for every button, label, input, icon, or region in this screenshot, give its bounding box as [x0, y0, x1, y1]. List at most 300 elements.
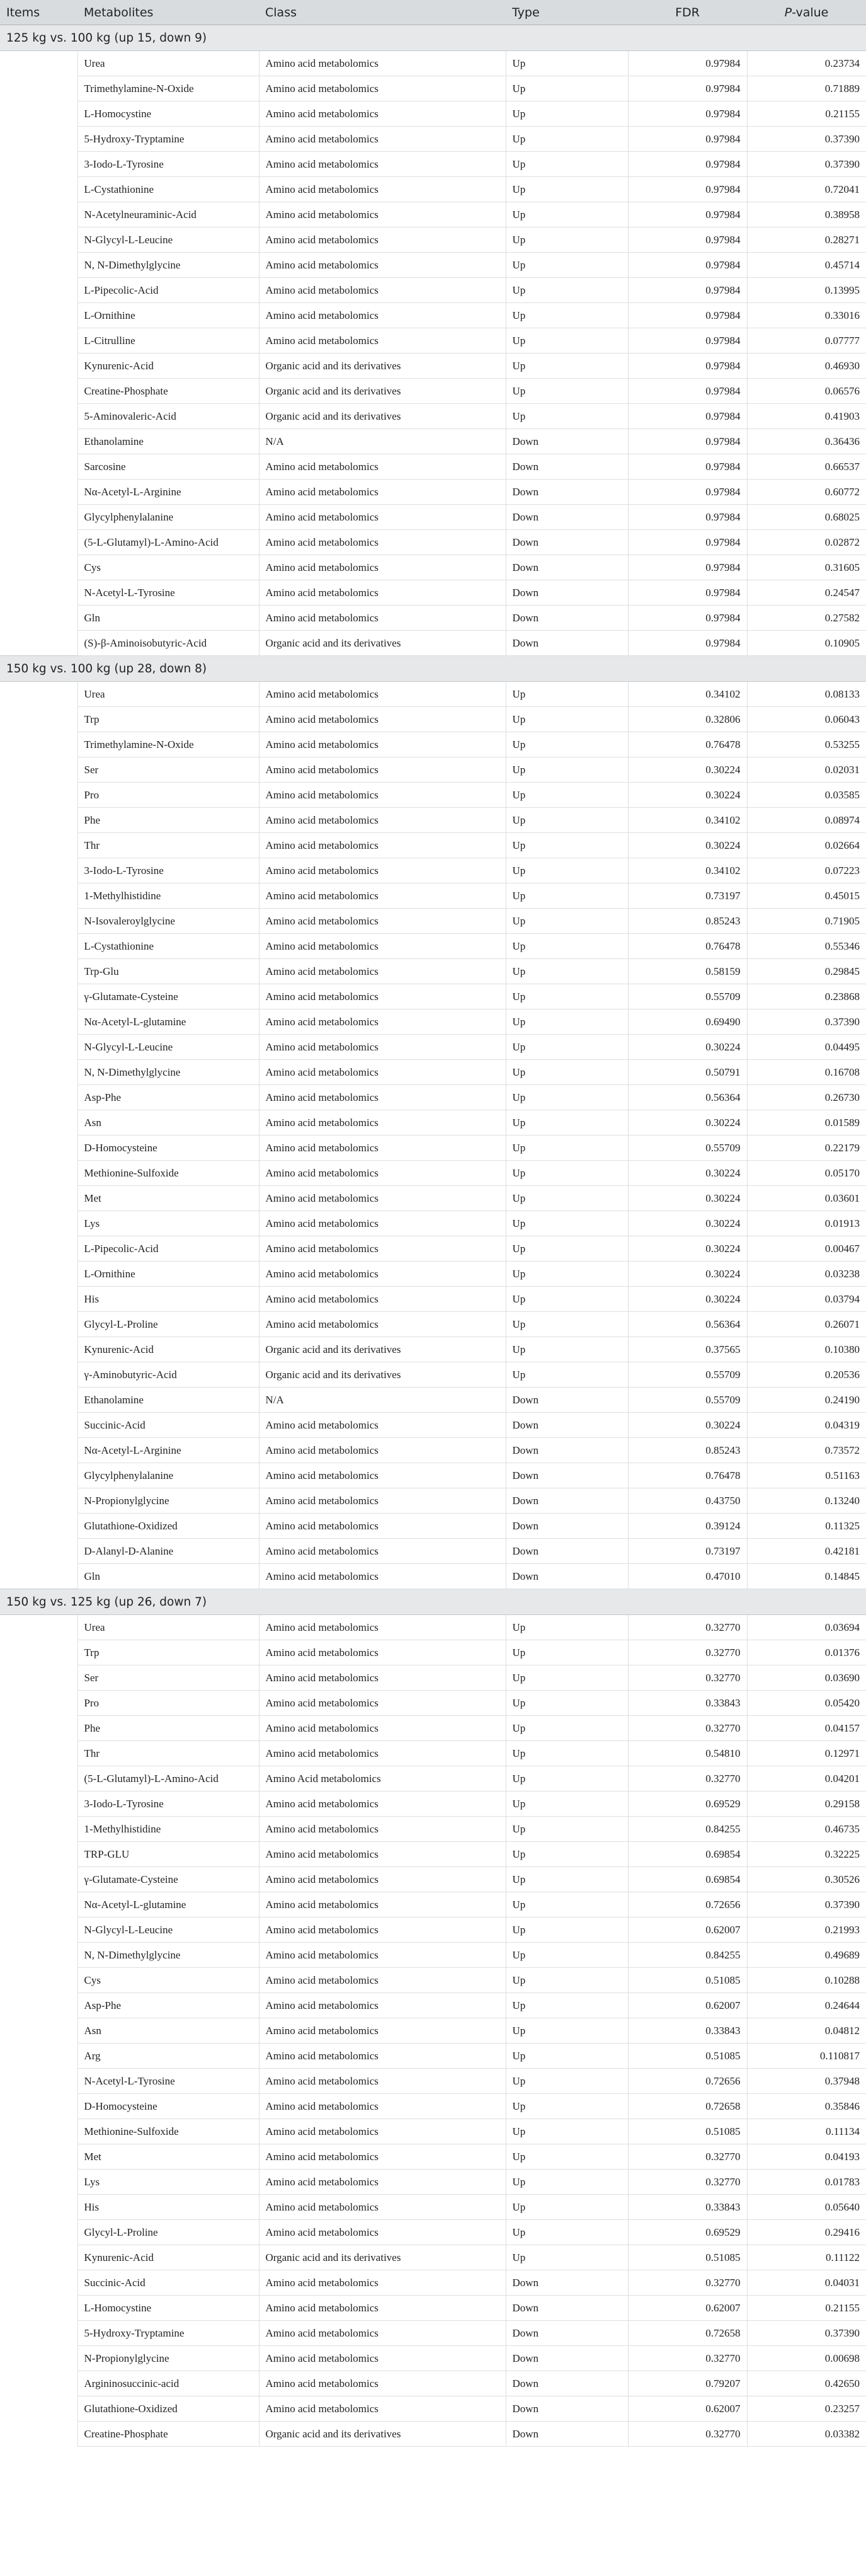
metabolite-cell: L-Homocystine	[77, 101, 259, 127]
table-row	[0, 808, 866, 833]
class-cell: Amino acid metabolomics	[259, 1438, 506, 1463]
fdr-cell: 0.72656	[628, 1892, 747, 1918]
table-row	[0, 253, 866, 278]
type-cell: Up	[506, 1615, 628, 1640]
fdr-cell: 0.58159	[628, 959, 747, 984]
type-cell: Up	[506, 127, 628, 152]
header-class: Class	[259, 0, 506, 25]
items-cell	[0, 2422, 77, 2447]
fdr-cell: 0.97984	[628, 530, 747, 555]
items-cell	[0, 1716, 77, 1741]
fdr-cell: 0.32770	[628, 1640, 747, 1665]
table-row	[0, 934, 866, 959]
pvalue-cell: 0.29416	[747, 2220, 866, 2245]
type-cell: Up	[506, 354, 628, 379]
pvalue-cell: 0.45015	[747, 883, 866, 909]
pvalue-cell: 0.55346	[747, 934, 866, 959]
table-row	[0, 1085, 866, 1110]
fdr-cell: 0.32770	[628, 1716, 747, 1741]
class-cell: Amino acid metabolomics	[259, 1564, 506, 1589]
pvalue-cell: 0.04812	[747, 2018, 866, 2044]
type-cell: Up	[506, 1035, 628, 1060]
type-cell: Down	[506, 1463, 628, 1488]
metabolite-cell: Ser	[77, 1665, 259, 1691]
metabolite-cell: N, N-Dimethylglycine	[77, 1060, 259, 1085]
type-cell: Up	[506, 1791, 628, 1817]
items-cell	[0, 1262, 77, 1287]
pvalue-cell: 0.42181	[747, 1539, 866, 1564]
class-cell: Amino acid metabolomics	[259, 682, 506, 707]
pvalue-cell: 0.27582	[747, 606, 866, 631]
class-cell: Amino acid metabolomics	[259, 1085, 506, 1110]
fdr-cell: 0.97984	[628, 429, 747, 454]
class-cell: Organic acid and its derivatives	[259, 2245, 506, 2270]
items-cell	[0, 505, 77, 530]
fdr-cell: 0.30224	[628, 1413, 747, 1438]
table-row	[0, 732, 866, 757]
type-cell: Up	[506, 1716, 628, 1741]
pvalue-cell: 0.37948	[747, 2069, 866, 2094]
items-cell	[0, 1766, 77, 1791]
fdr-cell: 0.55709	[628, 1388, 747, 1413]
metabolite-cell: N-Glycyl-L-Leucine	[77, 1035, 259, 1060]
table-row	[0, 2396, 866, 2422]
type-cell: Up	[506, 934, 628, 959]
pvalue-cell: 0.01913	[747, 1211, 866, 1236]
metabolite-cell: Creatine-Phosphate	[77, 2422, 259, 2447]
fdr-cell: 0.54810	[628, 1741, 747, 1766]
table-row	[0, 429, 866, 454]
fdr-cell: 0.30224	[628, 1287, 747, 1312]
class-cell: Amino acid metabolomics	[259, 202, 506, 227]
type-cell: Down	[506, 1413, 628, 1438]
fdr-cell: 0.30224	[628, 1236, 747, 1262]
table-row	[0, 1968, 866, 1993]
type-cell: Up	[506, 732, 628, 757]
fdr-cell: 0.85243	[628, 1438, 747, 1463]
class-cell: Amino acid metabolomics	[259, 1918, 506, 1943]
class-cell: Amino acid metabolomics	[259, 1665, 506, 1691]
class-cell: Amino acid metabolomics	[259, 76, 506, 101]
pvalue-cell: 0.30526	[747, 1867, 866, 1892]
metabolite-cell: TRP-GLU	[77, 1842, 259, 1867]
items-cell	[0, 1312, 77, 1337]
items-cell	[0, 177, 77, 202]
class-cell: Amino acid metabolomics	[259, 732, 506, 757]
type-cell: Up	[506, 227, 628, 253]
table-row	[0, 1766, 866, 1791]
header-metabolites: Metabolites	[77, 0, 259, 25]
metabolite-cell: N-Propionylglycine	[77, 2346, 259, 2371]
class-cell: Amino acid metabolomics	[259, 1691, 506, 1716]
type-cell: Up	[506, 51, 628, 76]
metabolite-cell: Lys	[77, 2170, 259, 2195]
table-row	[0, 76, 866, 101]
class-cell: Amino acid metabolomics	[259, 1514, 506, 1539]
metabolite-cell: Glutathione-Oxidized	[77, 2396, 259, 2422]
pvalue-cell: 0.03690	[747, 1665, 866, 1691]
metabolite-cell: Urea	[77, 51, 259, 76]
metabolite-cell: L-Ornithine	[77, 1262, 259, 1287]
fdr-cell: 0.97984	[628, 202, 747, 227]
type-cell: Up	[506, 1009, 628, 1035]
class-cell: Amino acid metabolomics	[259, 530, 506, 555]
group-title: 125 kg vs. 100 kg (up 15, down 9)	[0, 25, 866, 51]
items-cell	[0, 1136, 77, 1161]
class-cell: Amino acid metabolomics	[259, 808, 506, 833]
type-cell: Up	[506, 707, 628, 732]
items-cell	[0, 858, 77, 883]
class-cell: Amino acid metabolomics	[259, 2195, 506, 2220]
items-cell	[0, 1539, 77, 1564]
items-cell	[0, 1110, 77, 1136]
table-row	[0, 1615, 866, 1640]
fdr-cell: 0.34102	[628, 858, 747, 883]
table-row	[0, 2069, 866, 2094]
header-pvalue-italic: P	[784, 5, 792, 20]
items-cell	[0, 1741, 77, 1766]
fdr-cell: 0.30224	[628, 1035, 747, 1060]
pvalue-cell: 0.110817	[747, 2044, 866, 2069]
class-cell: Amino acid metabolomics	[259, 1943, 506, 1968]
pvalue-cell: 0.31605	[747, 555, 866, 580]
table-row	[0, 783, 866, 808]
fdr-cell: 0.37565	[628, 1337, 747, 1362]
metabolite-cell: N-Acetyl-L-Tyrosine	[77, 2069, 259, 2094]
type-cell: Down	[506, 480, 628, 505]
class-cell: Amino acid metabolomics	[259, 2170, 506, 2195]
items-cell	[0, 303, 77, 328]
metabolite-cell: 5-Hydroxy-Tryptamine	[77, 127, 259, 152]
header-pvalue-suffix: -value	[792, 5, 829, 20]
type-cell: Up	[506, 1640, 628, 1665]
items-cell	[0, 580, 77, 606]
items-cell	[0, 2396, 77, 2422]
items-cell	[0, 76, 77, 101]
class-cell: Amino acid metabolomics	[259, 606, 506, 631]
pvalue-cell: 0.20536	[747, 1362, 866, 1388]
table-row	[0, 833, 866, 858]
type-cell: Up	[506, 101, 628, 127]
metabolite-cell: L-Pipecolic-Acid	[77, 1236, 259, 1262]
type-cell: Up	[506, 404, 628, 429]
fdr-cell: 0.97984	[628, 606, 747, 631]
fdr-cell: 0.55709	[628, 1362, 747, 1388]
metabolite-cell: Glutathione-Oxidized	[77, 1514, 259, 1539]
items-cell	[0, 2170, 77, 2195]
table-row	[0, 278, 866, 303]
table-row	[0, 202, 866, 227]
table-row	[0, 631, 866, 656]
metabolite-cell: 5-Aminovaleric-Acid	[77, 404, 259, 429]
items-cell	[0, 732, 77, 757]
items-cell	[0, 354, 77, 379]
type-cell: Up	[506, 2245, 628, 2270]
metabolite-cell: Glycylphenylalanine	[77, 1463, 259, 1488]
fdr-cell: 0.30224	[628, 1262, 747, 1287]
pvalue-cell: 0.37390	[747, 1009, 866, 1035]
items-cell	[0, 959, 77, 984]
table-header-row	[0, 0, 866, 25]
items-cell	[0, 783, 77, 808]
type-cell: Up	[506, 303, 628, 328]
fdr-cell: 0.51085	[628, 1968, 747, 1993]
items-cell	[0, 833, 77, 858]
table-row	[0, 1488, 866, 1514]
class-cell: Amino acid metabolomics	[259, 934, 506, 959]
metabolite-cell: His	[77, 1287, 259, 1312]
pvalue-cell: 0.10905	[747, 631, 866, 656]
table-row	[0, 530, 866, 555]
metabolite-cell: D-Alanyl-D-Alanine	[77, 1539, 259, 1564]
table-row	[0, 1009, 866, 1035]
type-cell: Up	[506, 1993, 628, 2018]
table-row	[0, 883, 866, 909]
type-cell: Down	[506, 2371, 628, 2396]
class-cell: Amino acid metabolomics	[259, 303, 506, 328]
fdr-cell: 0.62007	[628, 1918, 747, 1943]
type-cell: Up	[506, 2018, 628, 2044]
table-row	[0, 2270, 866, 2296]
table-row	[0, 480, 866, 505]
pvalue-cell: 0.01783	[747, 2170, 866, 2195]
pvalue-cell: 0.04157	[747, 1716, 866, 1741]
type-cell: Down	[506, 2396, 628, 2422]
table-row	[0, 328, 866, 354]
pvalue-cell: 0.00698	[747, 2346, 866, 2371]
metabolite-cell: 5-Hydroxy-Tryptamine	[77, 2321, 259, 2346]
pvalue-cell: 0.29158	[747, 1791, 866, 1817]
pvalue-cell: 0.12971	[747, 1741, 866, 1766]
table-row	[0, 177, 866, 202]
metabolite-cell: L-Pipecolic-Acid	[77, 278, 259, 303]
fdr-cell: 0.34102	[628, 808, 747, 833]
pvalue-cell: 0.37390	[747, 1892, 866, 1918]
fdr-cell: 0.50791	[628, 1060, 747, 1085]
table-row	[0, 2170, 866, 2195]
class-cell: Amino acid metabolomics	[259, 1615, 506, 1640]
items-cell	[0, 682, 77, 707]
pvalue-cell: 0.42650	[747, 2371, 866, 2396]
pvalue-cell: 0.21993	[747, 1918, 866, 1943]
class-cell: N/A	[259, 429, 506, 454]
items-cell	[0, 2119, 77, 2144]
items-cell	[0, 1514, 77, 1539]
fdr-cell: 0.97984	[628, 404, 747, 429]
class-cell: Amino acid metabolomics	[259, 2094, 506, 2119]
pvalue-cell: 0.71889	[747, 76, 866, 101]
metabolite-cell: L-Ornithine	[77, 303, 259, 328]
type-cell: Up	[506, 1362, 628, 1388]
table-row	[0, 1413, 866, 1438]
pvalue-cell: 0.38958	[747, 202, 866, 227]
pvalue-cell: 0.72041	[747, 177, 866, 202]
pvalue-cell: 0.01376	[747, 1640, 866, 1665]
type-cell: Up	[506, 1665, 628, 1691]
table-row	[0, 909, 866, 934]
fdr-cell: 0.84255	[628, 1943, 747, 1968]
table-row	[0, 606, 866, 631]
metabolite-cell: Met	[77, 2144, 259, 2170]
metabolite-cell: Glycylphenylalanine	[77, 505, 259, 530]
fdr-cell: 0.97984	[628, 278, 747, 303]
class-cell: Amino acid metabolomics	[259, 328, 506, 354]
items-cell	[0, 127, 77, 152]
fdr-cell: 0.30224	[628, 783, 747, 808]
pvalue-cell: 0.04031	[747, 2270, 866, 2296]
pvalue-cell: 0.08974	[747, 808, 866, 833]
class-cell: Amino acid metabolomics	[259, 2018, 506, 2044]
class-cell: Organic acid and its derivatives	[259, 2422, 506, 2447]
class-cell: Amino acid metabolomics	[259, 1539, 506, 1564]
type-cell: Down	[506, 631, 628, 656]
class-cell: Amino acid metabolomics	[259, 1817, 506, 1842]
table-row	[0, 1943, 866, 1968]
fdr-cell: 0.32770	[628, 1766, 747, 1791]
metabolite-cell: Urea	[77, 682, 259, 707]
pvalue-cell: 0.29845	[747, 959, 866, 984]
metabolite-cell: L-Cystathionine	[77, 177, 259, 202]
type-cell: Up	[506, 2119, 628, 2144]
items-cell	[0, 1842, 77, 1867]
class-cell: Amino acid metabolomics	[259, 883, 506, 909]
type-cell: Up	[506, 1262, 628, 1287]
type-cell: Up	[506, 2195, 628, 2220]
type-cell: Up	[506, 959, 628, 984]
items-cell	[0, 1867, 77, 1892]
metabolite-cell: Trimethylamine-N-Oxide	[77, 76, 259, 101]
type-cell: Down	[506, 580, 628, 606]
metabolite-cell: Ethanolamine	[77, 1388, 259, 1413]
pvalue-cell: 0.22179	[747, 1136, 866, 1161]
metabolite-cell: Sarcosine	[77, 454, 259, 480]
items-cell	[0, 1060, 77, 1085]
fdr-cell: 0.97984	[628, 253, 747, 278]
fdr-cell: 0.72658	[628, 2094, 747, 2119]
table-row	[0, 1539, 866, 1564]
pvalue-cell: 0.03238	[747, 1262, 866, 1287]
type-cell: Up	[506, 2220, 628, 2245]
class-cell: Amino acid metabolomics	[259, 580, 506, 606]
header-type: Type	[506, 0, 628, 25]
fdr-cell: 0.30224	[628, 1110, 747, 1136]
class-cell: Amino acid metabolomics	[259, 2396, 506, 2422]
type-cell: Up	[506, 202, 628, 227]
metabolite-cell: 1-Methylhistidine	[77, 883, 259, 909]
fdr-cell: 0.33843	[628, 2018, 747, 2044]
table-row	[0, 379, 866, 404]
table-row	[0, 2195, 866, 2220]
pvalue-cell: 0.46735	[747, 1817, 866, 1842]
pvalue-cell: 0.24644	[747, 1993, 866, 2018]
type-cell: Up	[506, 1918, 628, 1943]
metabolite-cell: Nα-Acetyl-L-glutamine	[77, 1892, 259, 1918]
type-cell: Down	[506, 2321, 628, 2346]
metabolite-cell: N-Propionylglycine	[77, 1488, 259, 1514]
pvalue-cell: 0.32225	[747, 1842, 866, 1867]
fdr-cell: 0.32770	[628, 2144, 747, 2170]
class-cell: Amino acid metabolomics	[259, 1211, 506, 1236]
pvalue-cell: 0.03585	[747, 783, 866, 808]
table-row	[0, 682, 866, 707]
fdr-cell: 0.32806	[628, 707, 747, 732]
items-cell	[0, 253, 77, 278]
fdr-cell: 0.43750	[628, 1488, 747, 1514]
metabolite-cell: Arg	[77, 2044, 259, 2069]
table-row	[0, 404, 866, 429]
type-cell: Up	[506, 757, 628, 783]
class-cell: Amino acid metabolomics	[259, 1993, 506, 2018]
metabolite-cell: Cys	[77, 555, 259, 580]
metabolite-cell: L-Citrulline	[77, 328, 259, 354]
class-cell: Amino acid metabolomics	[259, 1791, 506, 1817]
items-cell	[0, 1085, 77, 1110]
class-cell: Amino acid metabolomics	[259, 1287, 506, 1312]
metabolite-cell: Lys	[77, 1211, 259, 1236]
class-cell: Amino acid metabolomics	[259, 2044, 506, 2069]
class-cell: Amino acid metabolomics	[259, 909, 506, 934]
items-cell	[0, 1615, 77, 1640]
metabolite-cell: N, N-Dimethylglycine	[77, 253, 259, 278]
pvalue-cell: 0.10288	[747, 1968, 866, 1993]
class-cell: Amino acid metabolomics	[259, 2069, 506, 2094]
fdr-cell: 0.62007	[628, 1993, 747, 2018]
pvalue-cell: 0.51163	[747, 1463, 866, 1488]
metabolite-cell: Thr	[77, 1741, 259, 1766]
type-cell: Up	[506, 682, 628, 707]
pvalue-cell: 0.10380	[747, 1337, 866, 1362]
items-cell	[0, 1438, 77, 1463]
metabolite-cell: Gln	[77, 1564, 259, 1589]
fdr-cell: 0.97984	[628, 303, 747, 328]
pvalue-cell: 0.05640	[747, 2195, 866, 2220]
table-row	[0, 454, 866, 480]
class-cell: Amino acid metabolomics	[259, 1463, 506, 1488]
class-cell: Amino acid metabolomics	[259, 2220, 506, 2245]
fdr-cell: 0.30224	[628, 833, 747, 858]
type-cell: Up	[506, 76, 628, 101]
type-cell: Up	[506, 1110, 628, 1136]
table-row	[0, 984, 866, 1009]
pvalue-cell: 0.01589	[747, 1110, 866, 1136]
metabolite-cell: N, N-Dimethylglycine	[77, 1943, 259, 1968]
metabolite-cell: Pro	[77, 1691, 259, 1716]
class-cell: Amino acid metabolomics	[259, 1968, 506, 1993]
items-cell	[0, 1817, 77, 1842]
type-cell: Up	[506, 808, 628, 833]
class-cell: Amino acid metabolomics	[259, 2346, 506, 2371]
table-body	[0, 25, 866, 2447]
pvalue-cell: 0.36436	[747, 429, 866, 454]
type-cell: Up	[506, 883, 628, 909]
pvalue-cell: 0.16708	[747, 1060, 866, 1085]
class-cell: Amino acid metabolomics	[259, 2270, 506, 2296]
class-cell: Amino acid metabolomics	[259, 1741, 506, 1766]
class-cell: Amino acid metabolomics	[259, 1136, 506, 1161]
pvalue-cell: 0.03694	[747, 1615, 866, 1640]
metabolite-cell: His	[77, 2195, 259, 2220]
fdr-cell: 0.32770	[628, 2270, 747, 2296]
metabolite-cell: Met	[77, 1186, 259, 1211]
type-cell: Up	[506, 1766, 628, 1791]
pvalue-cell: 0.04319	[747, 1413, 866, 1438]
table-row	[0, 2119, 866, 2144]
items-cell	[0, 1388, 77, 1413]
fdr-cell: 0.85243	[628, 909, 747, 934]
class-cell: Amino acid metabolomics	[259, 253, 506, 278]
metabolite-cell: Glycyl-L-Proline	[77, 1312, 259, 1337]
type-cell: Up	[506, 1943, 628, 1968]
